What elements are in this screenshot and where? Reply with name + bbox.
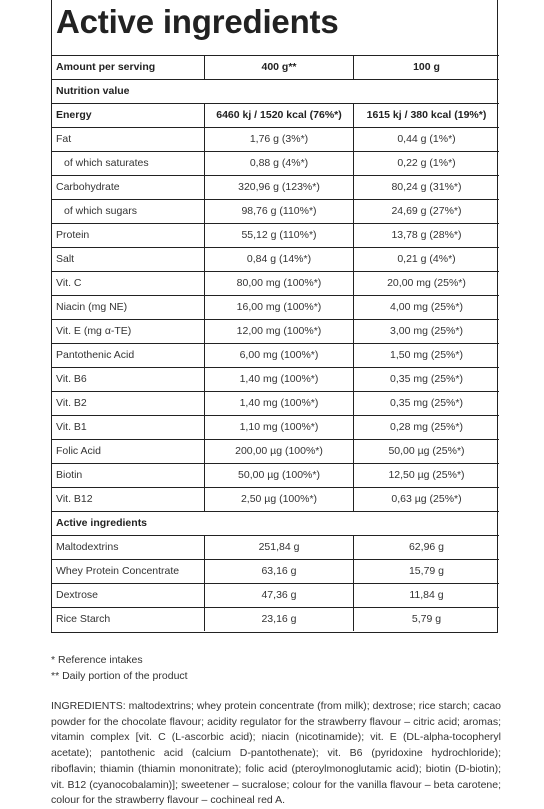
table-row [52,536,499,560]
table-section-header [52,512,499,536]
value-per-serving: 6,00 mg (100%*) [205,344,354,368]
value-per-100g: 13,78 g (28%*) [354,224,500,248]
row-label: Niacin (mg NE) [52,296,205,320]
row-label: of which sugars [52,200,205,224]
value-per-serving: 400 g** [205,56,354,80]
table-row [52,560,499,584]
table-row [52,272,499,296]
value-per-100g: 0,44 g (1%*) [354,128,500,152]
row-label: of which saturates [52,152,205,176]
table-row [52,152,499,176]
table-row [52,296,499,320]
value-per-serving: 80,00 mg (100%*) [205,272,354,296]
table-section-header [52,80,499,104]
value-per-serving: 200,00 µg (100%*) [205,440,354,464]
value-per-serving: 16,00 mg (100%*) [205,296,354,320]
nutrition-table [52,55,499,631]
row-label: Vit. B2 [52,392,205,416]
row-label: Vit. B1 [52,416,205,440]
row-label: Vit. E (mg α-TE) [52,320,205,344]
value-per-100g: 11,84 g [354,584,500,608]
table-row [52,488,499,512]
value-per-serving: 23,16 g [205,608,354,632]
row-label: Amount per serving [52,56,205,80]
page-title: Active ingredients [56,3,339,40]
value-per-100g: 80,24 g (31%*) [354,176,500,200]
table-row [52,320,499,344]
ingredients-paragraph: INGREDIENTS: maltodextrins; whey protein concentrate (from milk); dextrose; rice starch; cacao powder for the chocolate flavour; acidity regulator for the strawberry flavour – citric acid; aromas; vitamin complex [vit. C (L-ascorbic acid); niacin (nicotinamide); vit. E (DL-alpha-tocopheryl acetate); pantothenic acid (calcium D-pantothenate); vit. B6 (pyridoxine hydrochloride); riboflavin; thiamin (thiamin mononitrate); folic acid (pteroylmonoglutamic acid); biotin (D-biotin); vit. B12 (cyanocobalamin)]; sweetener – sucralose; colour for the vanilla flavour – beta carotene; colour for the strawberry flavour – cochineal red A. [51,700,501,807]
value-per-serving [205,80,354,104]
table-row [52,176,499,200]
value-per-100g: 24,69 g (27%*) [354,200,500,224]
row-label: Carbohydrate [52,176,205,200]
value-per-serving: 6460 kj / 1520 kcal (76%*) [205,104,354,128]
value-per-serving: 55,12 g (110%*) [205,224,354,248]
footnote-daily-portion: ** Daily portion of the product [51,670,188,682]
value-per-100g: 5,79 g [354,608,500,632]
table-row [52,440,499,464]
value-per-serving: 1,10 mg (100%*) [205,416,354,440]
row-label: Dextrose [52,584,205,608]
value-per-100g: 0,35 mg (25%*) [354,368,500,392]
footnotes [51,652,501,684]
value-per-100g: 0,28 mg (25%*) [354,416,500,440]
row-label: Whey Protein Concentrate [52,560,205,584]
table-row [52,368,499,392]
value-per-100g [354,512,500,536]
row-label: Folic Acid [52,440,205,464]
value-per-100g: 0,35 mg (25%*) [354,392,500,416]
footnote-reference-intakes: * Reference intakes [51,654,143,666]
row-label: Energy [52,104,205,128]
row-label: Maltodextrins [52,536,205,560]
value-per-serving: 0,84 g (14%*) [205,248,354,272]
row-label: Active ingredients [52,512,205,536]
value-per-serving: 1,40 mg (100%*) [205,368,354,392]
value-per-100g [354,80,500,104]
table-row [52,584,499,608]
value-per-100g: 1,50 mg (25%*) [354,344,500,368]
table-row [52,200,499,224]
value-per-100g: 100 g [354,56,500,80]
row-label: Vit. C [52,272,205,296]
row-label: Pantothenic Acid [52,344,205,368]
value-per-serving: 251,84 g [205,536,354,560]
value-per-100g: 12,50 µg (25%*) [354,464,500,488]
value-per-100g: 15,79 g [354,560,500,584]
value-per-100g: 0,63 µg (25%*) [354,488,500,512]
value-per-serving [205,512,354,536]
value-per-100g: 3,00 mg (25%*) [354,320,500,344]
value-per-serving: 63,16 g [205,560,354,584]
table-row [52,416,499,440]
table-row [52,224,499,248]
value-per-serving: 1,76 g (3%*) [205,128,354,152]
value-per-100g: 62,96 g [354,536,500,560]
value-per-100g: 0,22 g (1%*) [354,152,500,176]
value-per-serving: 2,50 µg (100%*) [205,488,354,512]
row-label: Fat [52,128,205,152]
value-per-serving: 98,76 g (110%*) [205,200,354,224]
value-per-serving: 12,00 mg (100%*) [205,320,354,344]
row-label: Vit. B6 [52,368,205,392]
value-per-serving: 320,96 g (123%*) [205,176,354,200]
table-row [52,344,499,368]
row-label: Biotin [52,464,205,488]
row-label: Salt [52,248,205,272]
table-row [52,56,499,80]
value-per-serving: 50,00 µg (100%*) [205,464,354,488]
value-per-serving: 1,40 mg (100%*) [205,392,354,416]
row-label: Nutrition value [52,80,205,104]
table-row [52,104,499,128]
value-per-100g: 1615 kj / 380 kcal (19%*) [354,104,500,128]
table-row [52,608,499,632]
row-label: Vit. B12 [52,488,205,512]
table-row [52,392,499,416]
table-row [52,128,499,152]
value-per-100g: 20,00 mg (25%*) [354,272,500,296]
value-per-serving: 0,88 g (4%*) [205,152,354,176]
row-label: Rice Starch [52,608,205,632]
value-per-100g: 50,00 µg (25%*) [354,440,500,464]
table-row [52,248,499,272]
value-per-100g: 4,00 mg (25%*) [354,296,500,320]
value-per-serving: 47,36 g [205,584,354,608]
row-label: Protein [52,224,205,248]
table-row [52,464,499,488]
value-per-100g: 0,21 g (4%*) [354,248,500,272]
